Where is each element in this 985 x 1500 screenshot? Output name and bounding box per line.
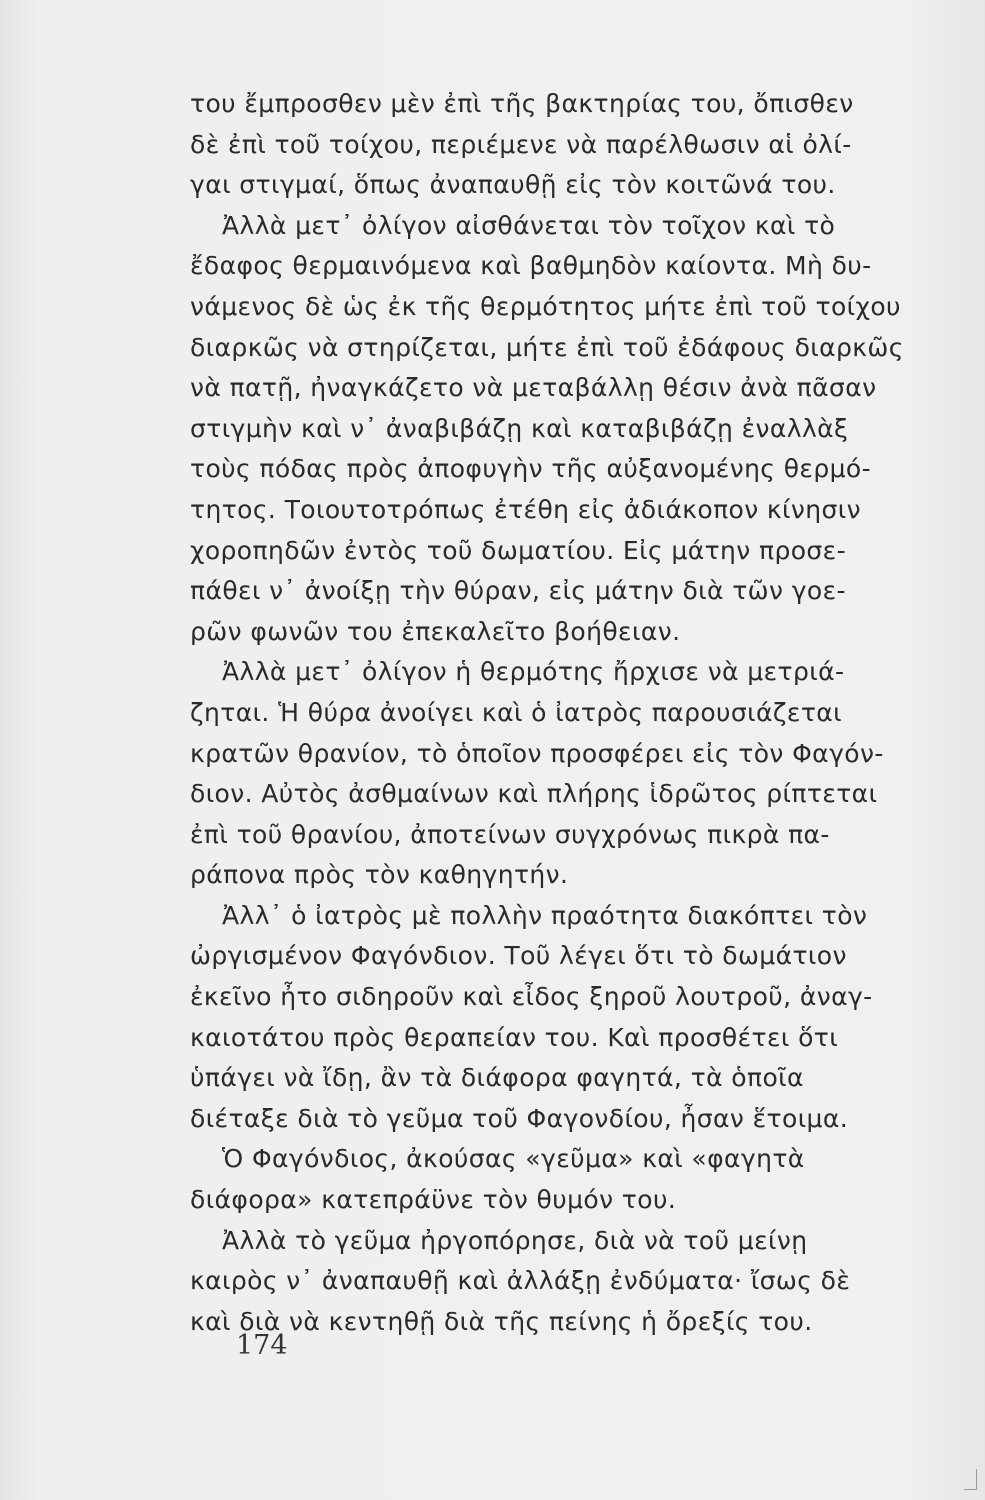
text-line: δὲ ἐπὶ τοῦ τοίχου, περιέμενε νὰ παρέλθωσιν αἱ ὀλί- [190,129,852,159]
text-line: τητος. Τοιουτοτρόπως ἐτέθη εἰς ἀδιάκοπον κίνησιν [190,494,861,524]
text-line: ἔδαφος θερμαινόμενα καὶ βαθμηδὸν καίοντα. Μὴ δυ- [190,251,872,281]
text-line: ἐκεῖνο ἦτο σιδηροῦν καὶ εἶδος ξηροῦ λουτροῦ, ἀναγ- [190,982,873,1012]
page-edge-mark [964,1469,977,1490]
page-number: 174 [236,1330,288,1361]
paragraph-start-line: Ἀλλὰ τὸ γεῦμα ἠργοπόρησε, διὰ νὰ τοῦ μείνῃ [222,1225,808,1255]
text-line: νὰ πατῇ, ἠναγκάζετο νὰ μεταβάλλῃ θέσιν ἀνὰ πᾶσαν [190,373,877,403]
body-text [190,84,935,1342]
paragraph-start-line: Ὁ Φαγόνδιος, ἀκούσας «γεῦμα» καὶ «φαγητὰ [222,1144,805,1174]
text-line: διάφορα» κατεπράϋνε τὸν θυμόν του. [190,1185,677,1215]
text-line: τοὺς πόδας πρὸς ἀποφυγὴν τῆς αὐξανομένης θερμό- [190,454,872,484]
text-line: διέταξε διὰ τὸ γεῦμα τοῦ Φαγονδίου, ἦσαν ἕτοιμα. [190,1103,849,1133]
text-line: του ἔμπροσθεν μὲν ἐπὶ τῆς βακτηρίας του, ὄπισθεν [190,89,854,118]
text-line: διον. Αὐτὸς ἀσθμαίνων καὶ πλήρης ἱδρῶτος ρίπτεται [190,779,878,809]
text-line: κρατῶν θρανίον, τὸ ὁποῖον προσφέρει εἰς τὸν Φαγόν- [190,738,884,768]
text-line: ζηται. Ἡ θύρα ἀνοίγει καὶ ὁ ἰατρὸς παρουσιάζεται [190,697,843,727]
paragraph-start-line: Ἀλλ᾽ ὁ ἰατρὸς μὲ πολλὴν πραότητα διακόπτει τὸν [222,900,868,930]
text-line: ρῶν φωνῶν του ἐπεκαλεῖτο βοήθειαν. [190,616,681,646]
paragraph-start-line: Ἀλλὰ μετ᾽ ὀλίγον αἰσθάνεται τὸν τοῖχον καὶ τὸ [222,210,836,240]
text-line: στιγμὴν καὶ ν᾽ ἀναβιβάζῃ καὶ καταβιβάζῃ ἐναλλὰξ [190,413,849,443]
text-line: νάμενος δὲ ὡς ἐκ τῆς θερμότητος μήτε ἐπὶ τοῦ τοίχου [190,291,901,321]
text-line: χοροπηδῶν ἐντὸς τοῦ δωματίου. Εἰς μάτην προσε- [190,535,846,565]
text-line: ὠργισμένον Φαγόνδιον. Τοῦ λέγει ὅτι τὸ δωμάτιον [190,941,847,971]
text-line: γαι στιγμαί, ὅπως ἀναπαυθῇ εἰς τὸν κοιτῶνά του. [190,170,836,200]
text-line: καιοτάτου πρὸς θεραπείαν του. Καὶ προσθέτει ὅτι [190,1022,839,1052]
text-line: καὶ διὰ νὰ κεντηθῇ διὰ τῆς πείνης ἡ ὄρεξίς του. [190,1306,813,1336]
text-line: ἐπὶ τοῦ θρανίου, ἀποτείνων συγχρόνως πικρὰ πα- [190,819,830,849]
text-line: καιρὸς ν᾽ ἀναπαυθῇ καὶ ἀλλάξῃ ἐνδύματα· ἴσως δὲ [190,1266,851,1296]
text-line: πάθει ν᾽ ἀνοίξῃ τὴν θύραν, εἰς μάτην διὰ τῶν γοε- [190,576,846,606]
text-line: διαρκῶς νὰ στηρίζεται, μήτε ἐπὶ τοῦ ἐδάφους διαρκῶς [190,332,904,362]
text-line: ὑπάγει νὰ ἴδῃ, ἂν τὰ διάφορα φαγητά, τὰ ὁποῖα [190,1063,804,1093]
paragraph-start-line: Ἀλλὰ μετ᾽ ὀλίγον ἡ θερμότης ἤρχισε νὰ μετριά- [222,657,845,687]
text-line: ράπονα πρὸς τὸν καθηγητήν. [190,860,569,890]
